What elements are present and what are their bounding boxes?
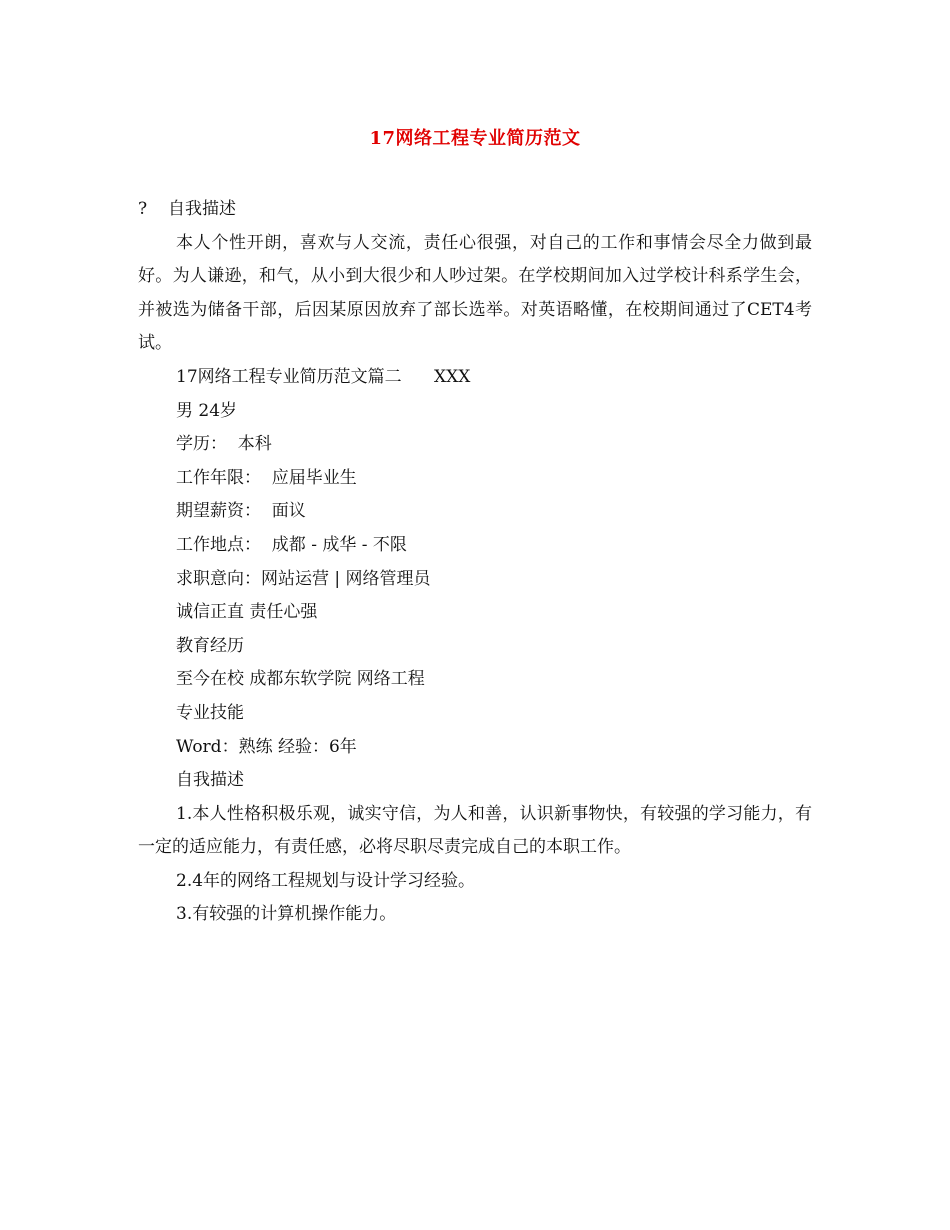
section-heading-text: 自我描述 [168,199,236,219]
personal-traits: 诚信正直 责任心强 [176,602,318,623]
education-entry: 至今在校 成都东软学院 网络工程 [176,669,425,690]
bullet-marker: ? [138,199,148,219]
skills-entry: Word：熟练 经验：6年 [176,736,357,757]
self-description-item: 3.有较强的计算机操作能力。 [176,904,397,925]
expected-salary: 期望薪资： 面议 [176,501,306,522]
intro-paragraph: 本人个性开朗，喜欢与人交流，责任心很强，对自己的工作和事情会尽全力做到最好。为人谦逊，和气，从小到大很少和人吵过架。在学校期间加入过学校计科系学生会，并被选为储备干部，后因某原因放弃了部长选举。对英语略懂，在校期间通过了CET4考试。 [138,232,812,354]
self-description-item: 1.本人性格积极乐观，诚实守信，为人和善，认识新事物快，有较强的学习能力，有一定的适应能力，有责任感，必将尽职尽责完成自己的本职工作。 [138,803,812,858]
skills-heading: 专业技能 [176,702,244,723]
document-title: 17网络工程专业简历范文 [369,128,581,149]
education-heading: 教育经历 [176,635,244,656]
self-description-item: 2.4年的网络工程规划与设计学习经验。 [176,870,476,891]
education-level: 学历： 本科 [176,434,272,455]
document-body [138,193,812,932]
work-years: 工作年限： 应届毕业生 [176,467,357,488]
resume-subtitle: 17网络工程专业简历范文篇二 XXX [176,366,471,387]
section-heading [138,193,812,227]
gender-age: 男 24岁 [176,400,238,421]
self-description-heading: 自我描述 [176,770,244,791]
work-location: 工作地点： 成都 - 成华 - 不限 [176,534,407,555]
job-intention: 求职意向：网站运营 | 网络管理员 [176,568,431,589]
